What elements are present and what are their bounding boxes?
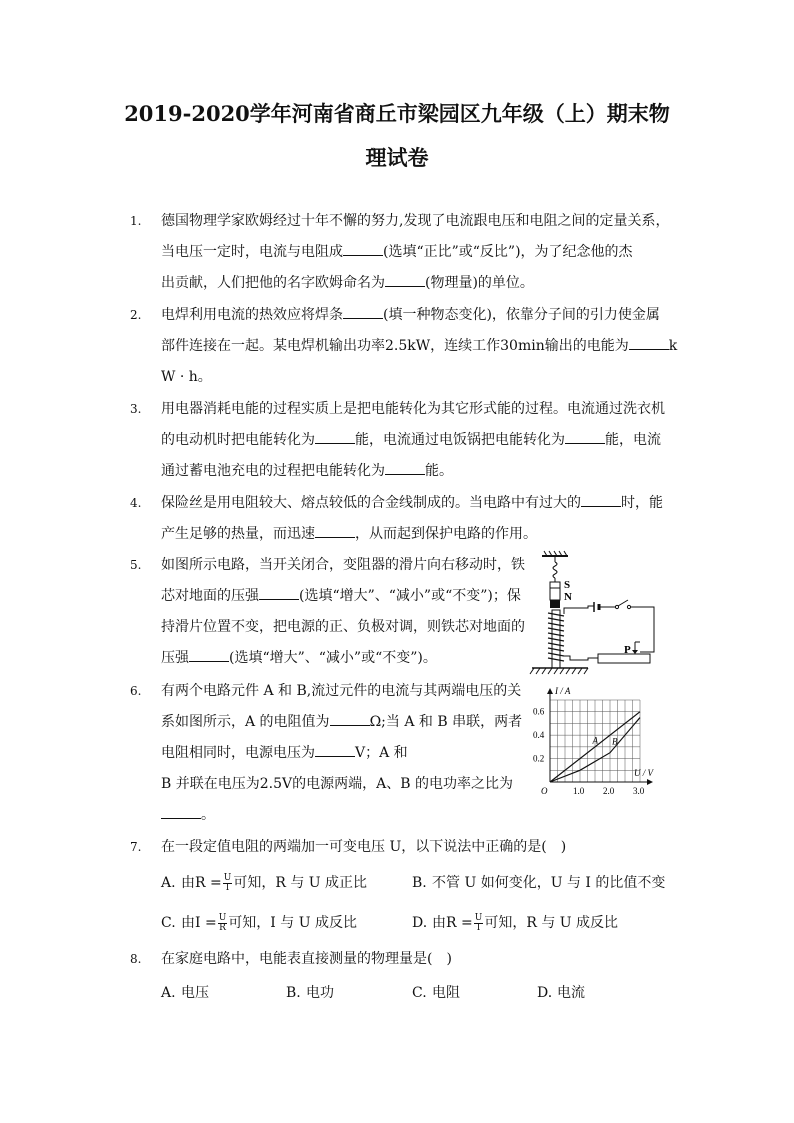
option-b[interactable]: B. 电功 bbox=[286, 985, 334, 1001]
answer-blank[interactable] bbox=[385, 274, 425, 287]
question-number: 8. bbox=[130, 952, 142, 966]
question-text: 出贡献，人们把他的名字欧姆命名为 (物理量)的单位。 bbox=[161, 275, 534, 291]
option-b[interactable]: B. 不管 U 如何变化，U 与 I 的比值不变 bbox=[412, 875, 666, 891]
question-number: 1. bbox=[130, 214, 142, 228]
question-number: 6. bbox=[130, 684, 142, 698]
electromagnet-circuit-figure bbox=[528, 550, 663, 678]
answer-blank[interactable] bbox=[161, 806, 201, 819]
question-text: B 并联在电压为2.5V的电源两端，A、B 的电功率之比为 bbox=[161, 776, 513, 792]
question-text: 电阻相同时，电源电压为 V；A 和 bbox=[161, 745, 408, 761]
question-text: 系如图所示，A 的电阻值为 Ω;当 A 和 B 串联，两者 bbox=[161, 714, 523, 730]
question-number: 5. bbox=[130, 558, 142, 572]
answer-blank[interactable] bbox=[330, 713, 370, 726]
page-title-line1: 2019-2020学年河南省商丘市梁园区九年级（上）期末物 bbox=[124, 101, 670, 126]
question-text: W · h。 bbox=[161, 369, 212, 385]
question-text: 如图所示电路，当开关闭合，变阻器的滑片向右移动时，铁 bbox=[161, 557, 525, 573]
option-d[interactable]: D. 由R = $\frac{U}{I}$ 可知，R 与 U 成反比 bbox=[412, 912, 619, 933]
question-text: 德国物理学家欧姆经过十年不懈的努力,发现了电流跟电压和电阻之间的定量关系， bbox=[161, 213, 670, 229]
x-tick-label: 1.0 bbox=[573, 786, 585, 796]
fraction: $\frac{U}{I}$ bbox=[223, 872, 232, 893]
x-axis-arrow bbox=[647, 779, 653, 785]
question-number: 3. bbox=[130, 402, 142, 416]
y-tick-label: 0.6 bbox=[533, 706, 545, 717]
question-text: 当电压一定时，电流与电阻成 (选填“正比”或“反比”)，为了纪念他的杰 bbox=[161, 244, 633, 260]
option-a[interactable]: A. 电压 bbox=[161, 985, 209, 1001]
question-text: 保险丝是用电阻较大、熔点较低的合金线制成的。当电路中有过大的 时，能 bbox=[161, 495, 663, 511]
slider-p-label: P bbox=[624, 644, 631, 656]
option-a[interactable]: A. 由R = $\frac{U}{I}$ 可知，R 与 U 成正比 bbox=[161, 872, 368, 893]
question-text: 通过蓄电池充电的过程把电能转化为 能。 bbox=[161, 463, 453, 479]
series-label-a: A bbox=[592, 735, 598, 746]
iu-graph bbox=[528, 682, 668, 798]
answer-blank[interactable] bbox=[581, 494, 621, 507]
y-tick-label: 0.4 bbox=[533, 730, 545, 741]
answer-blank[interactable] bbox=[565, 431, 605, 444]
question-text: 的电动机时把电能转化为 能，电流通过电饭锅把电能转化为 能，电流 bbox=[161, 432, 661, 448]
answer-blank[interactable] bbox=[315, 744, 355, 757]
question-text: 在一段定值电阻的两端加一可变电压 U，以下说法中正确的是( ) bbox=[161, 839, 567, 855]
answer-blank[interactable] bbox=[189, 649, 229, 662]
question-text: 用电器消耗电能的过程实质上是把电能转化为其它形式能的过程。电流通过洗衣机 bbox=[161, 401, 665, 417]
question-text: 在家庭电路中，电能表直接测量的物理量是( ) bbox=[161, 951, 452, 967]
fraction: $\frac{U}{R}$ bbox=[218, 912, 227, 933]
option-c[interactable]: C. 由I = $\frac{U}{R}$ 可知，I 与 U 成反比 bbox=[161, 912, 357, 933]
answer-blank[interactable] bbox=[385, 462, 425, 475]
question-text: 。 bbox=[161, 800, 215, 831]
question-text: 持滑片位置不变，把电源的正、负极对调，则铁芯对地面的 bbox=[161, 619, 525, 635]
question-text: 压强 (选填“增大”、“减小”或“不变”)。 bbox=[161, 650, 437, 666]
y-axis-arrow bbox=[547, 688, 553, 694]
option-d[interactable]: D. 电流 bbox=[537, 985, 585, 1001]
y-axis-label: I / A bbox=[555, 686, 571, 696]
question-text: 芯对地面的压强 (选填“增大”、“减小”或“不变”)；保 bbox=[161, 588, 521, 604]
x-tick-label: 2.0 bbox=[603, 786, 615, 796]
answer-blank[interactable] bbox=[629, 337, 669, 350]
question-number: 4. bbox=[130, 496, 142, 510]
answer-blank[interactable] bbox=[315, 525, 355, 538]
fraction: $\frac{U}{I}$ bbox=[474, 912, 483, 933]
question-number: 7. bbox=[130, 840, 142, 854]
answer-blank[interactable] bbox=[343, 306, 383, 319]
answer-blank[interactable] bbox=[343, 243, 383, 256]
series-label-b: B bbox=[612, 736, 618, 747]
question-text: 电焊利用电流的热效应将焊条 (填一种物态变化)，依靠分子间的引力使金属 bbox=[161, 307, 660, 323]
question-text: 部件连接在一起。某电焊机输出功率2.5kW，连续工作30min输出的电能为 k bbox=[161, 338, 678, 354]
option-c[interactable]: C. 电阻 bbox=[412, 985, 460, 1001]
pole-n-label: N bbox=[564, 591, 572, 603]
question-number: 2. bbox=[130, 308, 142, 322]
page-title-line2: 理试卷 bbox=[365, 145, 429, 170]
pole-s-label: S bbox=[564, 579, 571, 591]
question-text: 产生足够的热量，而迅速 ，从而起到保护电路的作用。 bbox=[161, 526, 537, 542]
y-tick-label: 0.2 bbox=[533, 753, 545, 764]
answer-blank[interactable] bbox=[315, 431, 355, 444]
x-axis-label: U / V bbox=[634, 768, 653, 778]
x-tick-label: 3.0 bbox=[633, 786, 645, 796]
answer-blank[interactable] bbox=[259, 587, 299, 600]
x-tick-label: O bbox=[541, 786, 548, 796]
question-text: 有两个电路元件 A 和 B,流过元件的电流与其两端电压的关 bbox=[161, 683, 522, 699]
